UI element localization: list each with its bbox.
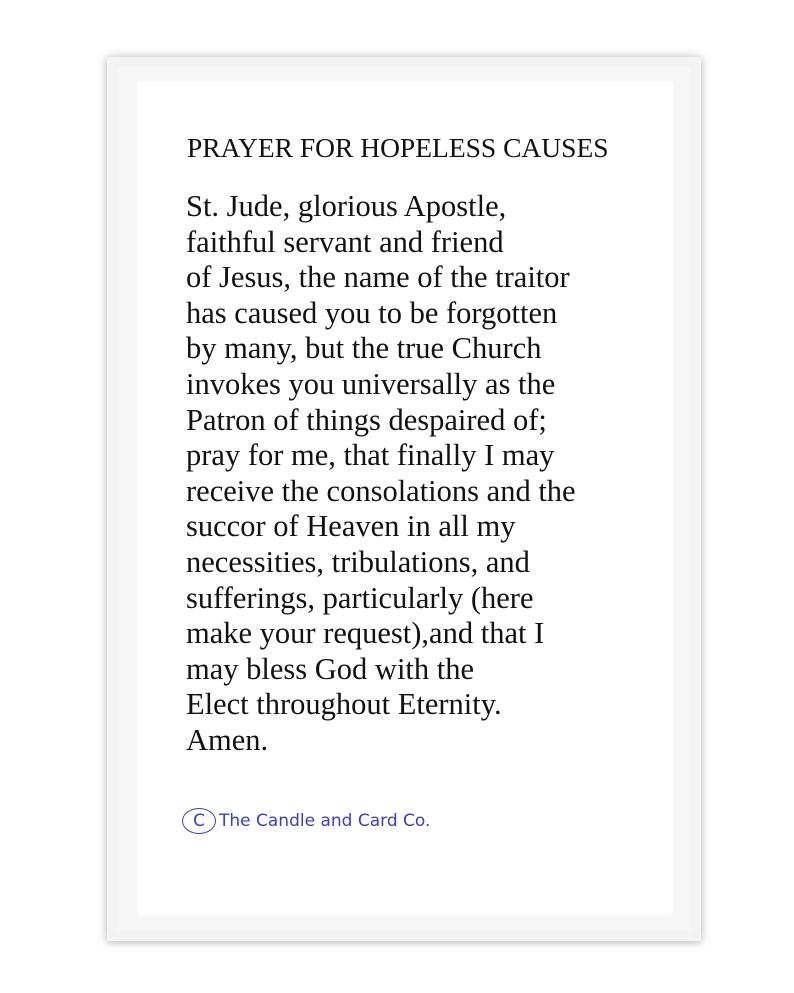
prayer-line: succor of Heaven in all my	[186, 509, 516, 544]
copyright-text: The Candle and Card Co.	[219, 811, 431, 831]
prayer-line: may bless God with the	[186, 651, 475, 686]
prayer-line: Elect throughout Eternity.	[186, 687, 502, 722]
prayer-line: make your request),and that I	[186, 616, 545, 651]
prayer-line: has caused you to be forgotten	[186, 295, 558, 330]
prayer-line: necessities, tribulations, and	[186, 544, 530, 579]
prayer-text	[186, 189, 646, 759]
prayer-line: by many, but the true Church	[186, 331, 542, 366]
copyright-notice	[182, 806, 430, 836]
prayer-line: of Jesus, the name of the traitor	[186, 260, 570, 295]
prayer-line: faithful servant and friend	[186, 224, 504, 259]
prayer-line: Amen.	[186, 722, 269, 757]
prayer-line: Patron of things despaired of;	[186, 402, 547, 437]
prayer-line: sufferings, particularly (here	[186, 580, 534, 615]
prayer-line: St. Jude, glorious Apostle,	[186, 189, 507, 223]
copyright-icon: C	[182, 808, 216, 834]
prayer-line: pray for me, that finally I may	[186, 438, 555, 473]
prayer-line: receive the consolations and the	[186, 473, 576, 508]
prayer-title: PRAYER FOR HOPELESS CAUSES	[187, 132, 609, 163]
prayer-line: invokes you universally as the	[186, 366, 556, 401]
